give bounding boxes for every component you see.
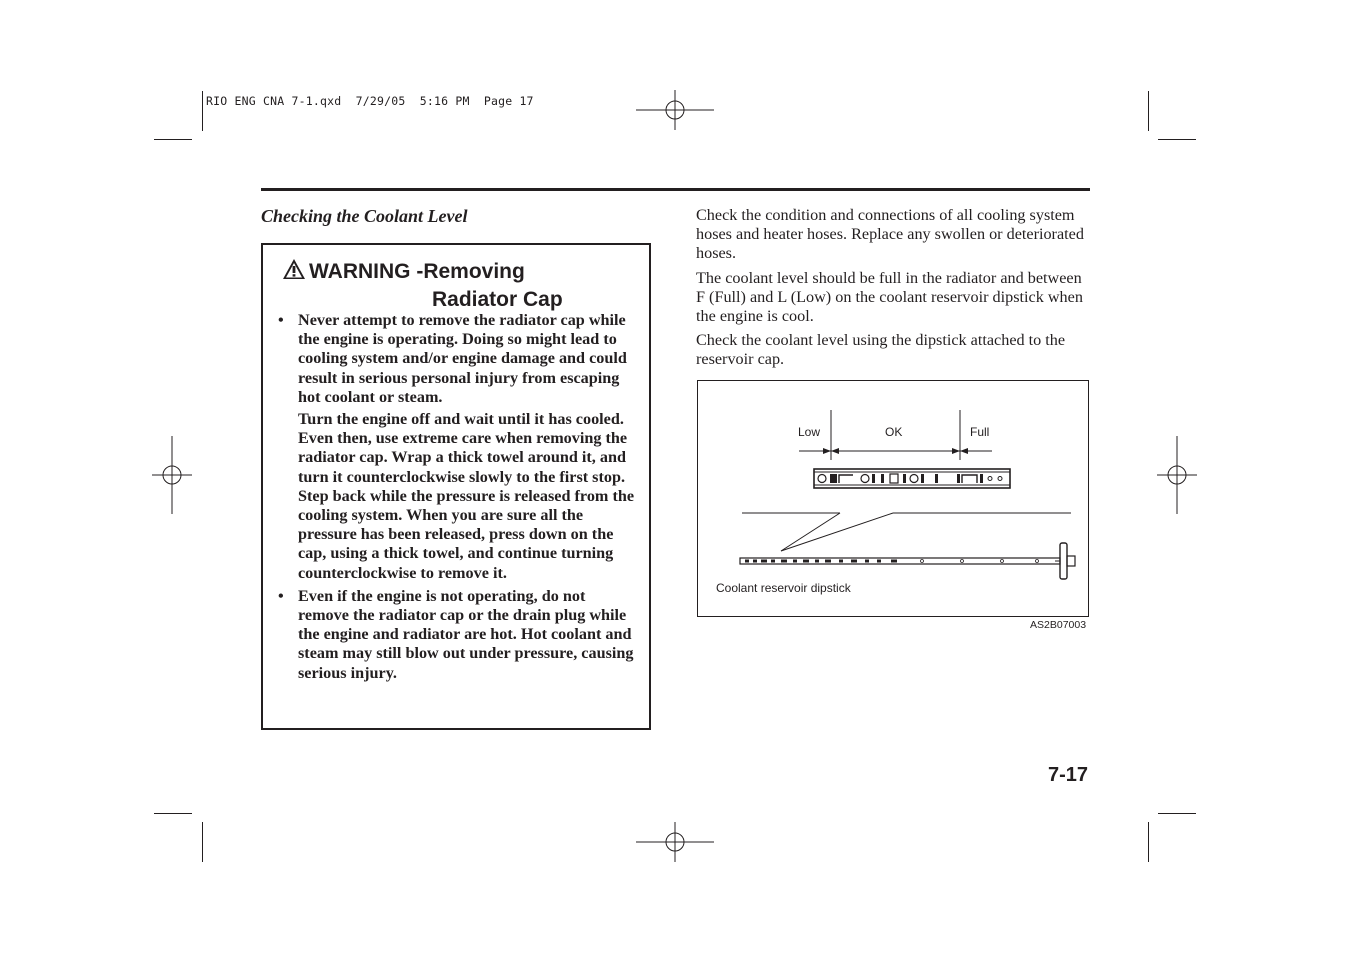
crop-mark — [1148, 822, 1149, 862]
warning-heading-line1: WARNING -Removing — [309, 260, 525, 283]
body-paragraph: Check the condition and connections of all cooling system hoses and heater hoses. Replace any swollen or deteriorated hoses. — [696, 206, 1084, 263]
crop-mark — [1158, 139, 1196, 140]
registration-mark-bottom — [636, 822, 714, 862]
crop-mark — [202, 822, 203, 862]
slug-line: RIO ENG CNA 7-1.qxd 7/29/05 5:16 PM Page 17 — [206, 94, 534, 108]
crop-mark — [1148, 91, 1149, 131]
section-title: Checking the Coolant Level — [261, 206, 468, 226]
warning-heading-line2: Radiator Cap — [432, 288, 563, 311]
label-full: Full — [970, 425, 990, 439]
warning-triangle-icon — [282, 258, 306, 287]
label-ok: OK — [885, 425, 903, 439]
crop-mark — [154, 813, 192, 814]
registration-mark-left — [152, 436, 192, 514]
crop-mark — [202, 91, 203, 131]
warning-list — [278, 311, 638, 687]
page-number: 7-17 — [1048, 764, 1089, 786]
warning-paragraph: Turn the engine off and wait until it has cooled. Even then, use extreme care when removing the radiator cap. Wrap a thick towel around it, and turn it counterclockwise slowly to the first stop. Step back while the pressure is released from the cooling system. When you are sure all the pressure has been released, press down on the cap, using a thick towel, and continue turning counterclockwise to remove it. — [298, 410, 635, 582]
warning-paragraph: Even if the engine is not operating, do not remove the radiator cap or the drain plug while the engine and radiator are hot. Hot coolant and steam may still blow out under pressure, causing serious injury. — [298, 586, 634, 682]
crop-mark — [154, 139, 192, 140]
bullet: • — [278, 311, 284, 329]
figure-code: AS2B07003 — [1030, 619, 1087, 631]
bullet: • — [278, 586, 284, 605]
body-paragraph: Check the coolant level using the dipstick attached to the reservoir cap. — [696, 331, 1066, 369]
header-rule — [261, 188, 1090, 191]
body-paragraph: The coolant level should be full in the radiator and between F (Full) and L (Low) on the coolant reservoir dipstick when the engine is cool. — [696, 268, 1083, 326]
warning-item — [278, 311, 638, 583]
dipstick-figure — [697, 380, 1089, 617]
registration-mark-top — [636, 90, 714, 130]
body-text — [696, 206, 1091, 375]
crop-mark — [1158, 813, 1196, 814]
label-low: Low — [798, 425, 821, 439]
registration-mark-right — [1157, 436, 1197, 514]
warning-heading — [282, 258, 563, 313]
warning-item — [278, 587, 638, 683]
warning-paragraph: Never attempt to remove the radiator cap while the engine is operating. Doing so might lead to cooling system and/or engine damage and could result in serious personal injury from escaping hot coolant or steam. — [298, 311, 627, 406]
figure-caption: Coolant reservoir dipstick — [716, 581, 851, 595]
